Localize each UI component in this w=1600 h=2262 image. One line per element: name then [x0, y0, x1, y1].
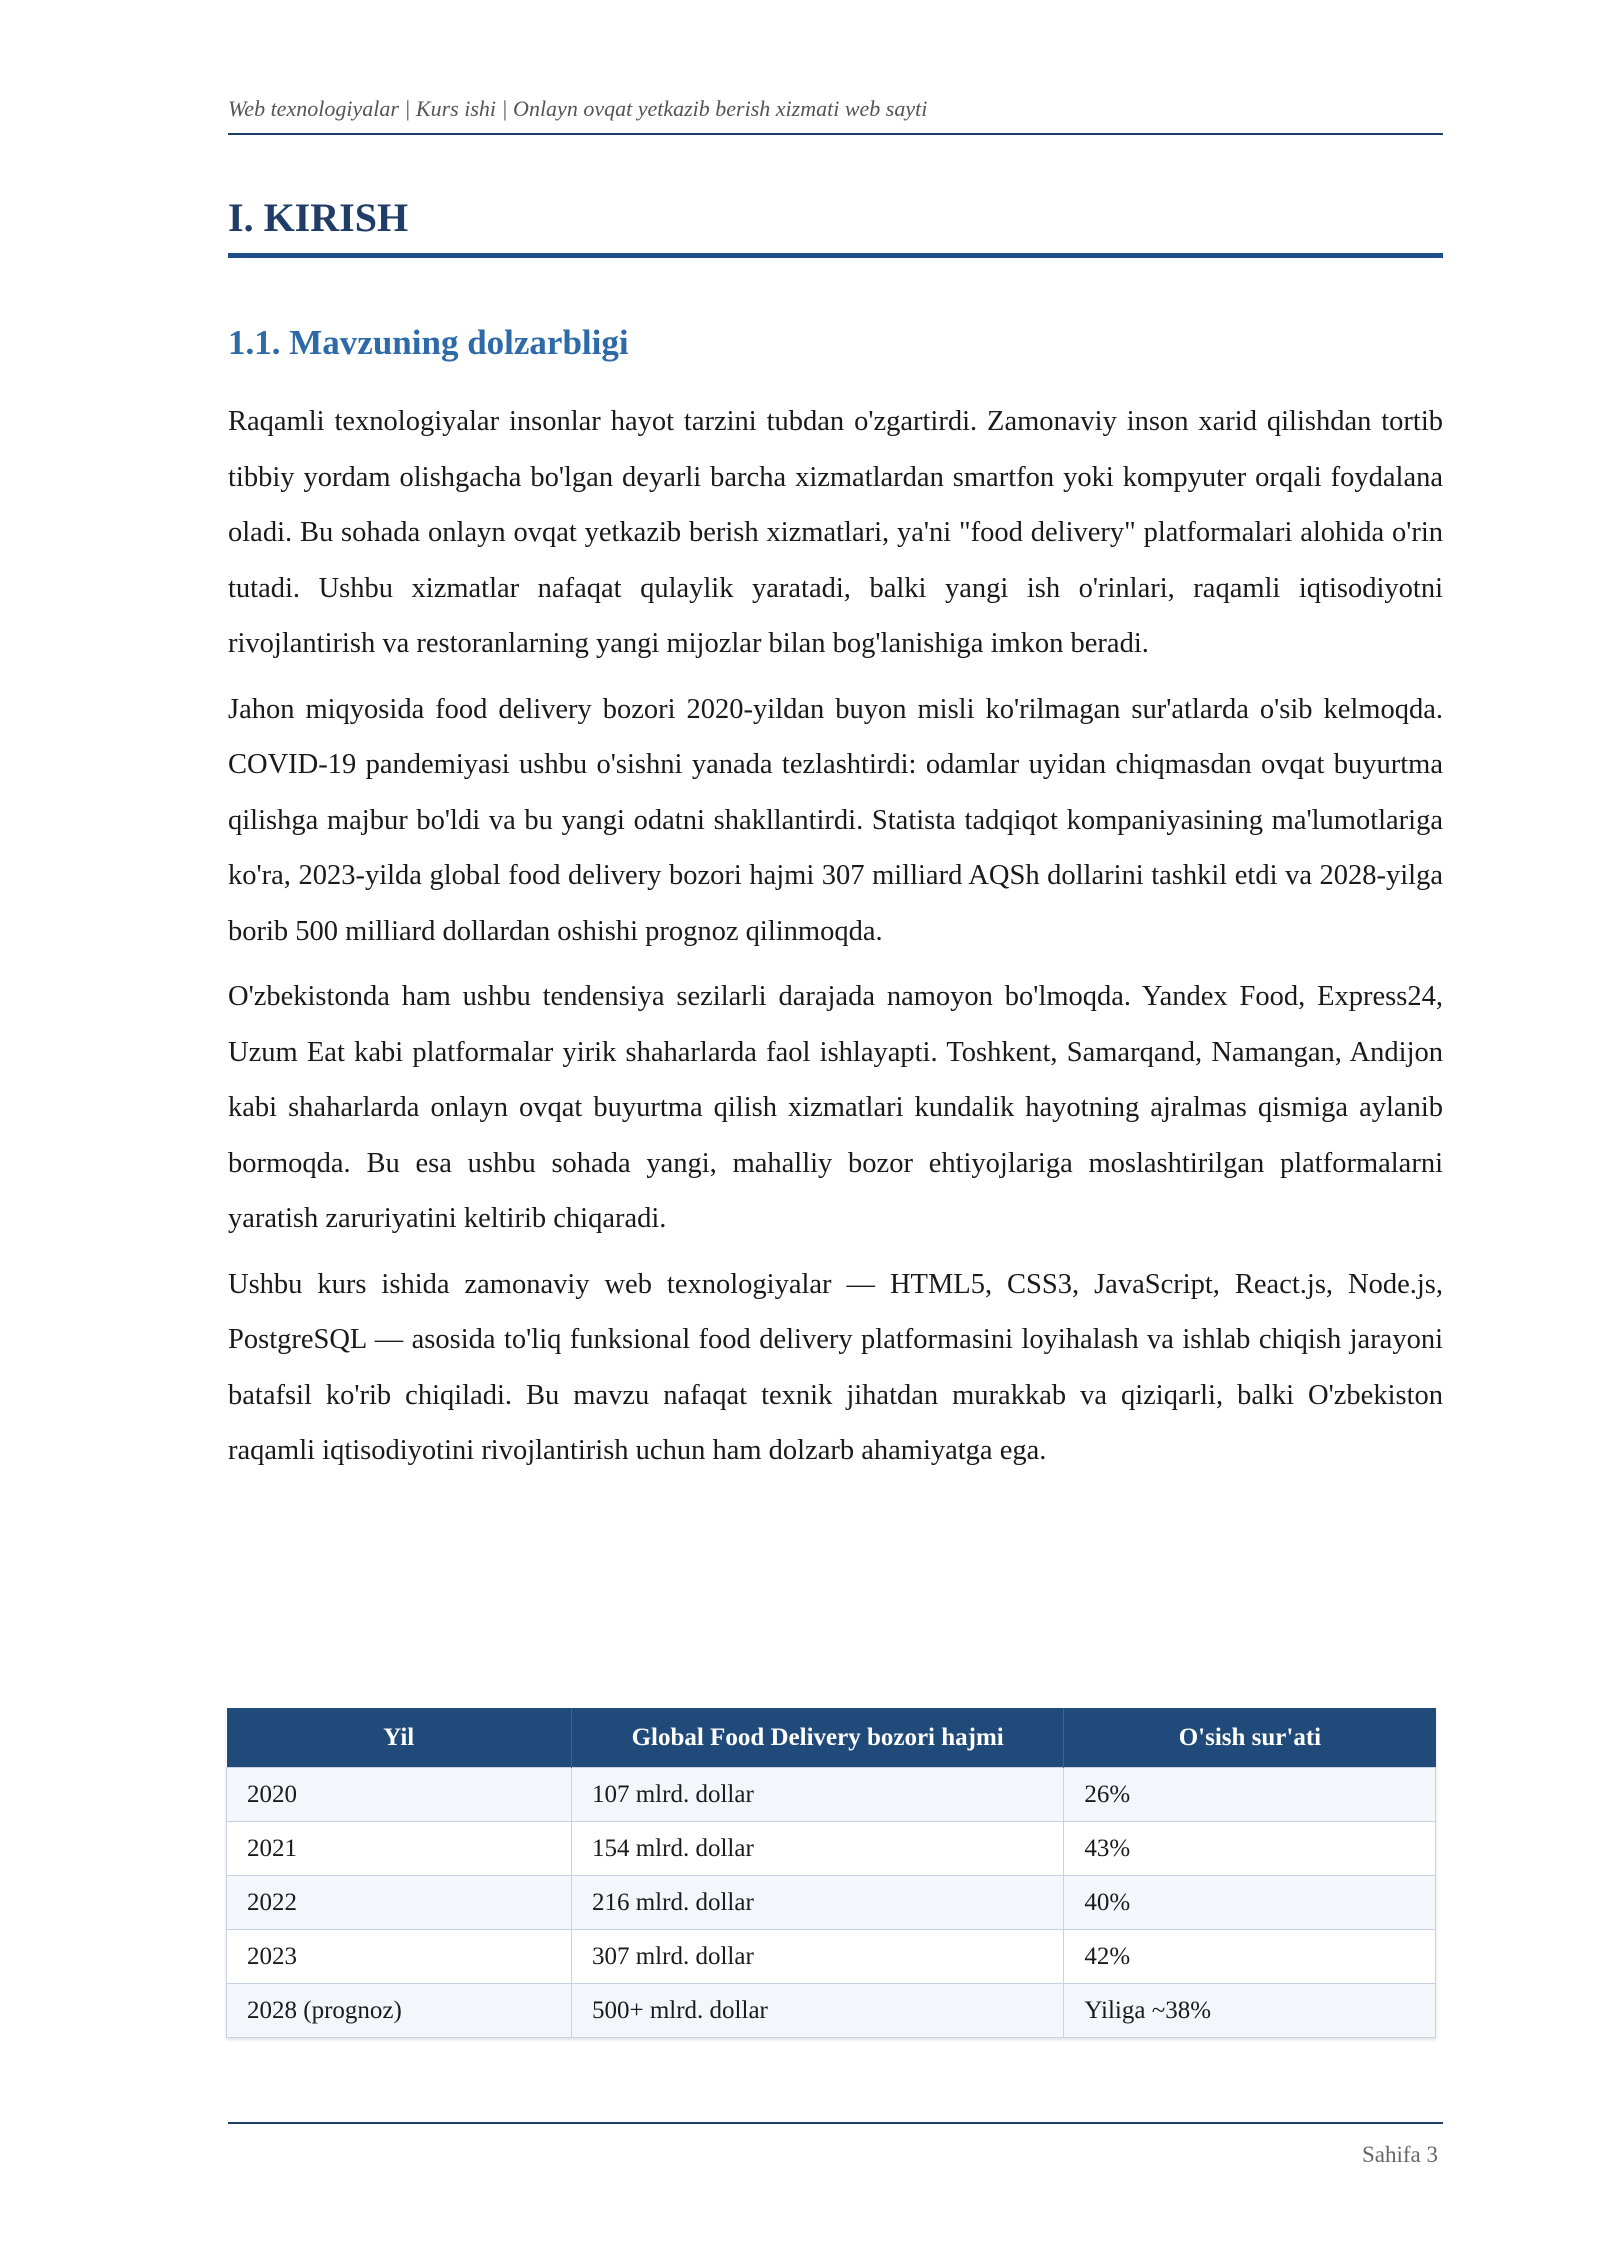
table-cell-market-size: 500+ mlrd. dollar: [571, 1984, 1063, 2038]
page-number: Sahifa 3: [1361, 2142, 1438, 2167]
table-row: [227, 1876, 1436, 1930]
table-cell-growth-rate: 26%: [1064, 1768, 1436, 1822]
header-divider: [228, 133, 1443, 135]
column-header-growth-rate: O'sish sur'ati: [1064, 1708, 1436, 1768]
table-cell-year: 2020: [227, 1768, 572, 1822]
chapter-title: I. KIRISH: [228, 195, 409, 240]
table-cell-growth-rate: Yiliga ~38%: [1064, 1984, 1436, 2038]
table-row: [227, 1822, 1436, 1876]
paragraph: O'zbekistonda ham ushbu tendensiya sezilarli darajada namoyon bo'lmoqda. Yandex Food, Express24, Uzum Eat kabi platformalar yirik shaharlarda faol ishlayapti. Toshkent, Samarqand, Namangan, Andijon kabi shaharlarda onlayn ovqat buyurtma qilish xizmatlari kundalik hayotning ajralmas qismiga aylanib bormoqda. Bu esa ushbu sohada yangi, mahalliy bozor ehtiyojlariga moslashtirilgan platformalarni yaratish zaruriyatini keltirib chiqaradi.: [228, 981, 1443, 1234]
paragraph: Raqamli texnologiyalar insonlar hayot tarzini tubdan o'zgartirdi. Zamonaviy inson xarid qilishdan tortib tibbiy yordam olishgacha bo'lgan deyarli barcha xizmatlardan smartfon yoki kompyuter orqali foydalana oladi. Bu sohada onlayn ovqat yetkazib berish xizmatlari, ya'ni "food delivery" platformalari alohida o'rin tutadi. Ushbu xizmatlar nafaqat qulaylik yaratadi, balki yangi ish o'rinlari, raqamli iqtisodiyotni rivojlantirish va restoranlarning yangi mijozlar bilan bog'lanishiga imkon beradi.: [228, 406, 1443, 659]
column-header-year: Yil: [227, 1708, 572, 1768]
table-cell-year: 2023: [227, 1930, 572, 1984]
paragraph: Ushbu kurs ishida zamonaviy web texnologiyalar — HTML5, CSS3, JavaScript, React.js, Node.js, PostgreSQL — asosida to'liq funksional food delivery platformasini loyihalash va ishlab chiqish jarayoni batafsil ko'rib chiqiladi. Bu mavzu nafaqat texnik jihatdan murakkab va qiziqarli, balki O'zbekiston raqamli iqtisodiyotini rivojlantirish uchun ham dolzarb ahamiyatga ega.: [228, 1268, 1443, 1466]
table-cell-growth-rate: 42%: [1064, 1930, 1436, 1984]
table-cell-year: 2022: [227, 1876, 572, 1930]
paragraph: Jahon miqyosida food delivery bozori 2020-yildan buyon misli ko'rilmagan sur'atlarda o'sib kelmoqda. COVID-19 pandemiyasi ushbu o'sishni yanada tezlashtirdi: odamlar uyidan chiqmasdan ovqat buyurtma qilishga majbur bo'ldi va bu yangi odatni shakllantirdi. Statista tadqiqot kompaniyasining ma'lumotlariga ko'ra, 2023-yilda global food delivery bozori hajmi 307 milliard AQSh dollarini tashkil etdi va 2028-yilga borib 500 milliard dollardan oshishi prognoz qilinmoqda.: [228, 693, 1443, 947]
table-cell-growth-rate: 43%: [1064, 1822, 1436, 1876]
table-cell-year: 2021: [227, 1822, 572, 1876]
body-text: [228, 394, 1443, 1489]
table-cell-growth-rate: 40%: [1064, 1876, 1436, 1930]
market-size-table: [226, 1708, 1436, 2038]
table-header-row: [227, 1708, 1436, 1768]
table-cell-year: 2028 (prognoz): [227, 1984, 572, 2038]
table-cell-market-size: 307 mlrd. dollar: [571, 1930, 1063, 1984]
table-cell-market-size: 107 mlrd. dollar: [571, 1768, 1063, 1822]
table-cell-market-size: 216 mlrd. dollar: [571, 1876, 1063, 1930]
table-row: [227, 1930, 1436, 1984]
column-header-market-size: Global Food Delivery bozori hajmi: [571, 1708, 1063, 1768]
table-row: [227, 1984, 1436, 2038]
footer-divider: [228, 2122, 1443, 2124]
chapter-divider: [228, 253, 1443, 258]
section-title: 1.1. Mavzuning dolzarbligi: [228, 323, 629, 362]
table-row: [227, 1768, 1436, 1822]
table-cell-market-size: 154 mlrd. dollar: [571, 1822, 1063, 1876]
running-header: Web texnologiyalar | Kurs ishi | Onlayn ovqat yetkazib berish xizmati web sayti: [228, 96, 928, 121]
